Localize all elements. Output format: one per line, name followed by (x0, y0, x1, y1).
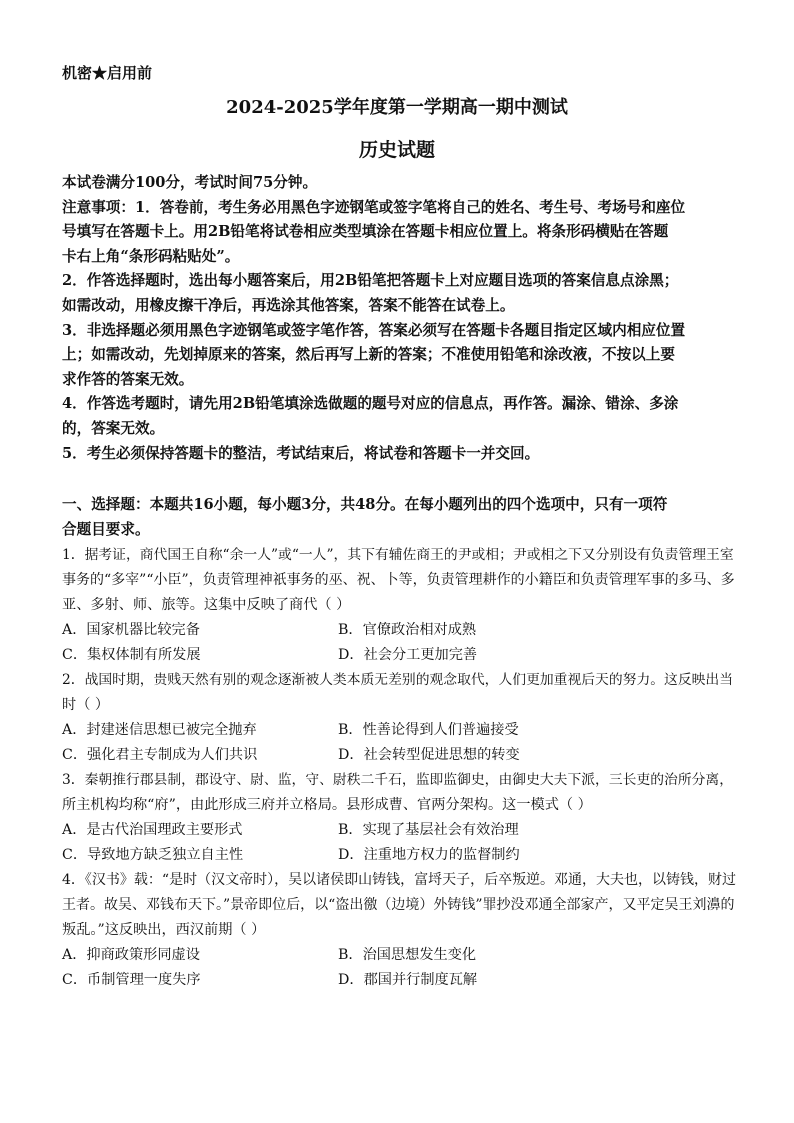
question-text: 事务的“多宰”“小臣”，负责管理神祇事务的巫、祝、卜等，负责管理耕作的小籍臣和负责管理军事的多马、多 (62, 572, 735, 588)
questions (62, 543, 738, 993)
option-a: A．国家机器比较完备 (62, 622, 200, 638)
option-d: D．郡国并行制度瓦解 (338, 972, 478, 988)
instruction-line: 卡右上角“条形码粘贴处”。 (62, 247, 240, 265)
instruction-line: 4．作答选考题时，请先用2B铅笔填涂选做题的题号对应的信息点，再作答。漏涂、错涂、多涂 (62, 395, 679, 413)
section-heading-line: 一、选择题：本题共16小题，每小题3分，共48分。在每小题列出的四个选项中，只有一项符 (62, 496, 668, 513)
question-2 (62, 668, 738, 768)
option-d: D．社会分工更加完善 (338, 647, 478, 663)
option-b: B．实现了基层社会有效治理 (338, 822, 519, 838)
question-text: 亚、多射、师、旅等。这集中反映了商代（ ） (62, 597, 351, 613)
option-a: A．抑商政策形同虚设 (62, 947, 200, 963)
question-text: 王者。故吴、邓钱布天下。”景帝即位后，以“盗出徼（边境）外铸钱”罪抄没邓通全部家产，又平定吴王刘濞的 (62, 897, 735, 913)
option-a: A．是古代治国理政主要形式 (62, 822, 243, 838)
question-4 (62, 868, 738, 993)
option-row (62, 718, 738, 743)
option-c: C．导致地方缺乏独立自主性 (62, 847, 244, 863)
option-b: B．治国思想发生变化 (338, 947, 477, 963)
option-d: D．注重地方权力的监督制约 (338, 847, 520, 863)
option-row (62, 943, 738, 968)
option-a: A．封建迷信思想已被完全抛弃 (62, 722, 257, 738)
section-heading (62, 493, 738, 542)
section-heading-line: 合题目要求。 (62, 520, 150, 538)
instruction-line: 求作答的答案无效。 (62, 370, 194, 388)
instruction-line: 5．考生必须保持答题卡的整洁，考试结束后，将试卷和答题卡一并交回。 (62, 444, 540, 462)
option-row (62, 818, 738, 843)
instruction-line: 如需改动，用橡皮擦干净后，再选涂其他答案，答案不能答在试卷上。 (62, 296, 515, 314)
question-text: 2．战国时期，贵贱天然有别的观念逐渐被人类本质无差别的观念取代，人们更加重视后天的努力。这反映出当 (62, 672, 734, 688)
instruction-line: 3．非选择题必须用黑色字迹钢笔或签字笔作答，答案必须写在答题卡各题目指定区域内相应位置 (62, 321, 686, 339)
question-text: 所主机构均称“府”，由此形成三府并立格局。县形成曹、官两分架构。这一模式（ ） (62, 797, 592, 813)
instruction-line: 的，答案无效。 (62, 419, 165, 437)
question-text: 1．据考证，商代国王自称“余一人”或“一人”，其下有辅佐商王的尹或相；尹或相之下又分别设有负责管理王室 (62, 547, 734, 563)
subject-title: 历史试题 (358, 139, 435, 161)
question-text: 4．《汉书》载：“是时（汉文帝时），吴以诸侯即山铸钱，富埒天子，后卒叛逆。邓通，大夫也，以铸钱，财过 (62, 872, 737, 888)
question-text: 时（ ） (62, 697, 110, 713)
option-row (62, 843, 738, 868)
question-text: 叛乱。”这反映出，西汉前期（ ） (62, 922, 266, 938)
question-1 (62, 543, 738, 668)
option-c: C．币制管理一度失序 (62, 972, 201, 988)
option-c: C．集权体制有所发展 (62, 647, 201, 663)
exam-title: 2024-2025学年度第一学期高一期中测试 (226, 97, 568, 118)
option-row (62, 968, 738, 993)
option-b: B．官僚政治相对成熟 (338, 622, 477, 638)
option-row (62, 643, 738, 668)
option-d: D．社会转型促进思想的转变 (338, 747, 520, 763)
instruction-line: 上；如需改动，先划掉原来的答案，然后再写上新的答案；不准使用铅笔和涂改液，不按以上要 (62, 346, 675, 364)
instructions (62, 171, 738, 466)
option-row (62, 618, 738, 643)
confidential-mark: 机密★启用前 (62, 64, 153, 82)
option-row (62, 743, 738, 768)
instruction-line: 本试卷满分100分，考试时间75分钟。 (62, 174, 318, 191)
instruction-line: 2．作答选择题时，选出每小题答案后，用2B铅笔把答题卡上对应题目选项的答案信息点涂黑； (62, 272, 679, 290)
question-text: 3．秦朝推行郡县制，郡设守、尉、监，守、尉秩二千石，监即监御史，由御史大夫下派，三长吏的治所分离， (62, 772, 734, 788)
question-3 (62, 768, 738, 868)
option-b: B．性善论得到人们普遍接受 (338, 722, 519, 738)
option-c: C．强化君主专制成为人们共识 (62, 747, 258, 763)
instruction-line: 号填写在答题卡上。用2B铅笔将试卷相应类型填涂在答题卡相应位置上。将条形码横贴在答题 (62, 223, 669, 241)
instruction-line: 注意事项：1．答卷前，考生务必用黑色字迹钢笔或签字笔将自己的姓名、考生号、考场号和座位 (62, 198, 686, 216)
